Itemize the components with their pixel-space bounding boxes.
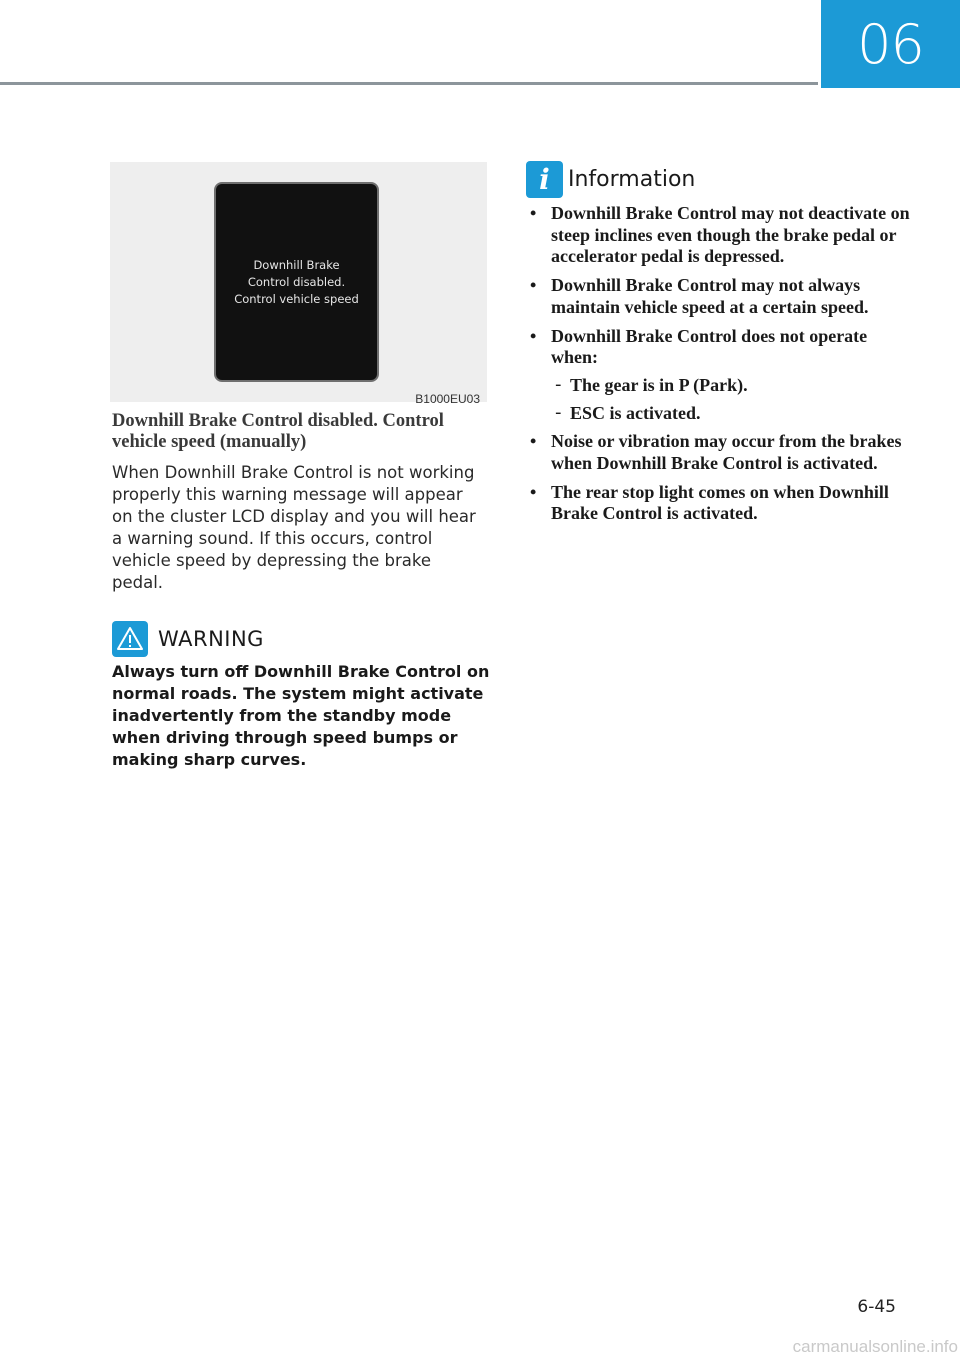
- cluster-display-figure: [110, 162, 487, 402]
- info-heading: [526, 160, 695, 198]
- body-paragraph: When Downhill Brake Control is not working properly this warning message will appear on the cluster LCD display and you will hear a warning sound. If this occurs, control vehicle speed by depressing the brake pedal.: [112, 463, 476, 592]
- header-rule: [0, 82, 818, 85]
- lcd-line: Control vehicle speed: [234, 291, 359, 306]
- section-caption: Downhill Brake Control disabled. Control vehicle speed (manually): [112, 411, 444, 452]
- lcd-line: Downhill Brake: [253, 257, 340, 272]
- page-number: 6-45: [857, 1297, 896, 1317]
- sub-list-item: - ESC is activated.: [551, 403, 915, 425]
- warning-text: Always turn off Downhill Brake Control on normal roads. The system might activate inadvertently from the standby mode when driving through speed bumps or making sharp curves.: [112, 662, 490, 769]
- warning-triangle-icon: [112, 621, 148, 657]
- chapter-tab: [821, 0, 960, 88]
- info-list: [530, 203, 915, 532]
- sub-list: [551, 375, 915, 424]
- lcd-screen: [214, 182, 379, 382]
- info-title: Information: [568, 166, 696, 192]
- chapter-number: 06: [857, 12, 924, 76]
- list-item: • Noise or vibration may occur from the brakes when Downhill Brake Control is activated.: [530, 431, 915, 474]
- list-item: • Downhill Brake Control does not operate when: - The gear is in P (Park). - ESC is activated.: [530, 326, 915, 425]
- list-item: • Downhill Brake Control may not deactivate on steep inclines even though the brake pedal or accelerator pedal is depressed.: [530, 203, 915, 268]
- list-item: • The rear stop light comes on when Downhill Brake Control is activated.: [530, 482, 915, 525]
- watermark: carmanualsonline.info: [792, 1337, 958, 1356]
- figure-code: B1000EU03: [415, 392, 480, 406]
- sub-list-item: - The gear is in P (Park).: [551, 375, 915, 397]
- warning-title: WARNING: [158, 627, 264, 651]
- list-item: • Downhill Brake Control may not always maintain vehicle speed at a certain speed.: [530, 275, 915, 318]
- warning-heading: [112, 620, 264, 658]
- lcd-line: Control disabled.: [247, 274, 346, 289]
- info-icon: i: [526, 161, 563, 198]
